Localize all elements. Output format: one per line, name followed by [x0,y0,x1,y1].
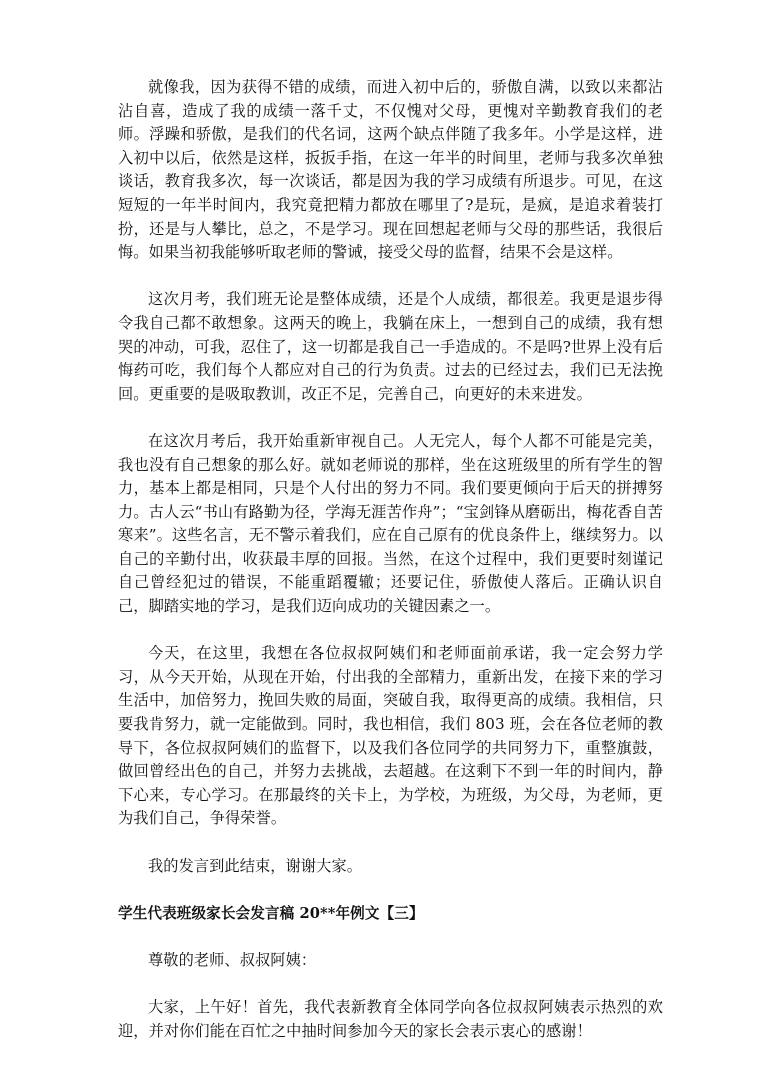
salutation: 尊敬的老师、叔叔阿姨： [148,950,317,969]
opening-paragraph: 大家，上午好！首先，我代表新教育全体同学向各位叔叔阿姨表示热烈的欢迎，并对你们能在百忙之中抽时间参加今天的家长会表示衷心的感谢！ [118,998,663,1040]
paragraph-2: 这次月考，我们班无论是整体成绩，还是个人成绩，都很差。我更是退步得令我自己都不敢想象。这两天的晚上，我躺在床上，一想到自己的成绩，我有想哭的冲动，可我，忍住了，这一切都是我自己一手造成的。不是吗?世界上没有后悔药可吃，我们每个人都应对自己的行为负责。过去的已经过去，我们已无法挽回。更重要的是吸取教训，改正不足，完善自己，向更好的未来进发。 [118,290,663,403]
section-heading: 学生代表班级家长会发言稿 20**年例文【三】 [118,904,424,922]
closing-line: 我的发言到此结束，谢谢大家。 [148,856,363,875]
paragraph-1: 就像我，因为获得不错的成绩，而进入初中后的，骄傲自满，以致以来都沾沾自喜，造成了我的成绩一落千丈，不仅愧对父母，更愧对辛勤教育我们的老师。浮躁和骄傲，是我们的代名词，这两个缺点伴随了我多年。小学是这样，进入初中以后，依然是这样，扳扳手指，在这一年半的时间里，老师与我多次单独谈话，教育我多次，每一次谈话，都是因为我的学习成绩有所退步。可见，在这短短的一年半时间内，我究竟把精力都放在哪里了?是玩，是疯，是追求着装打扮，还是与人攀比，总之，不是学习。现在回想起老师与父母的那些话，我很后悔。如果当初我能够听取老师的警诫，接受父母的监督，结果不会是这样。 [118,78,663,262]
paragraph-4: 今天，在这里，我想在各位叔叔阿姨们和老师面前承诺，我一定会努力学习，从今天开始，从现在开始，付出我的全部精力，重新出发，在接下来的学习生活中，加倍努力，挽回失败的局面，突破自我，取得更高的成绩。我相信，只要我肯努力，就一定能做到。同时，我也相信，我们 803 班，会在各位老师的教导下，各位叔叔阿姨们的监督下，以及我们各位同学的共同努力下，重整旗鼓，做回曾经出色的自己，并努力去挑战，去超越。在这剩下不到一年的时间内，静下心来，专心学习。在那最终的关卡上，为学校，为班级，为父母，为老师，更为我们自己，争得荣誉。 [118,644,663,828]
paragraph-3: 在这次月考后，我开始重新审视自己。人无完人，每个人都不可能是完美，我也没有自己想象的那么好。就如老师说的那样，坐在这班级里的所有学生的智力，基本上都是相同，只是个人付出的努力不同。我们要更倾向于后天的拼搏努力。古人云“书山有路勤为径，学海无涯苦作舟”；“宝剑锋从磨砺出，梅花香自苦寒来”。这些名言，无不警示着我们，应在自己原有的优良条件上，继续努力。以自己的辛勤付出，收获最丰厚的回报。当然，在这个过程中，我们更要时刻谨记自己曾经犯过的错误，不能重蹈覆辙；还要记住，骄傲使人落后。正确认识自己，脚踏实地的学习，是我们迈向成功的关键因素之一。 [118,431,663,616]
document-body [118,76,663,1067]
